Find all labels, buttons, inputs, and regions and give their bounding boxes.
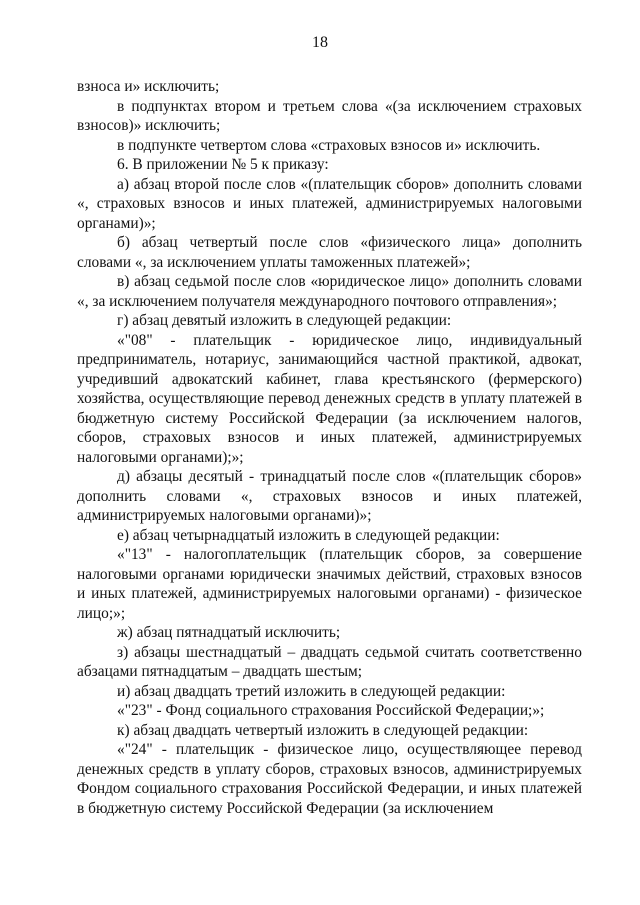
paragraph-12: «"13" - налогоплательщик (плательщик сборов, за совершение налоговыми органами юридически значимых действий, страховых взносов и иных платежей, администрируемых налоговыми органами) - физическое лицо;»; bbox=[77, 546, 582, 622]
paragraph-3: в подпункте четвертом слова «страховых взносов и» исключить. bbox=[117, 136, 541, 154]
paragraph-6: б) абзац четвертый после слов «физического лица» дополнить словами «, за исключением уплаты таможенных платежей»; bbox=[77, 234, 582, 271]
paragraph-18: «"24" - плательщик - физическое лицо, осуществляющее перевод денежных средств в уплату сборов, страховых взносов, администрируемых Фондом социального страхования Российской Федерации, и иных платежей в бюджетную систему Российской Федерации (за исключением bbox=[77, 741, 582, 817]
paragraph-9: «"08" - плательщик - юридическое лицо, индивидуальный предприниматель, нотариус, занимающийся частной практикой, адвокат, учредивший адвокатский кабинет, глава крестьянского (фермерского) хозяйства, осуществляющие перевод денежных средств в уплату платежей в бюджетную систему Российской Федерации (за исключением налогов, сборов, страховых взносов и иных платежей, администрируемых налоговыми органами);»; bbox=[77, 331, 582, 466]
paragraph-7: в) абзац седьмой после слов «юридическое лицо» дополнить словами «, за исключением получателя международного почтового отправления»; bbox=[77, 273, 582, 310]
paragraph-17: к) абзац двадцать четвертый изложить в следующей редакции: bbox=[117, 721, 529, 739]
paragraph-14: з) абзацы шестнадцатый – двадцать седьмой считать соответственно абзацами пятнадцатым – двадцать шестым; bbox=[77, 643, 582, 680]
paragraph-2: в подпунктах втором и третьем слова «(за исключением страховых взносов)» исключить; bbox=[77, 97, 582, 134]
document-body bbox=[77, 77, 582, 818]
paragraph-16: «"23" - Фонд социального страхования Российской Федерации;»; bbox=[117, 702, 545, 719]
paragraph-1: взноса и» исключить; bbox=[77, 78, 220, 95]
page-number: 18 bbox=[312, 34, 328, 51]
paragraph-8: г) абзац девятый изложить в следующей редакции: bbox=[117, 312, 452, 329]
paragraph-13: ж) абзац пятнадцатый исключить; bbox=[117, 624, 341, 641]
paragraph-4: 6. В приложении № 5 к приказу: bbox=[117, 156, 329, 173]
paragraph-15: и) абзац двадцать третий изложить в следующей редакции: bbox=[117, 682, 506, 700]
paragraph-11: е) абзац четырнадцатый изложить в следующей редакции: bbox=[117, 526, 500, 544]
paragraph-10: д) абзацы десятый - тринадцатый после слов «(плательщик сборов» дополнить словами «, страховых взносов и иных платежей, администрируемых налоговыми органами)»; bbox=[77, 468, 582, 524]
paragraph-5: а) абзац второй после слов «(плательщик сборов» дополнить словами «, страховых взносов и иных платежей, администрируемых налоговыми органами)»; bbox=[77, 175, 582, 232]
